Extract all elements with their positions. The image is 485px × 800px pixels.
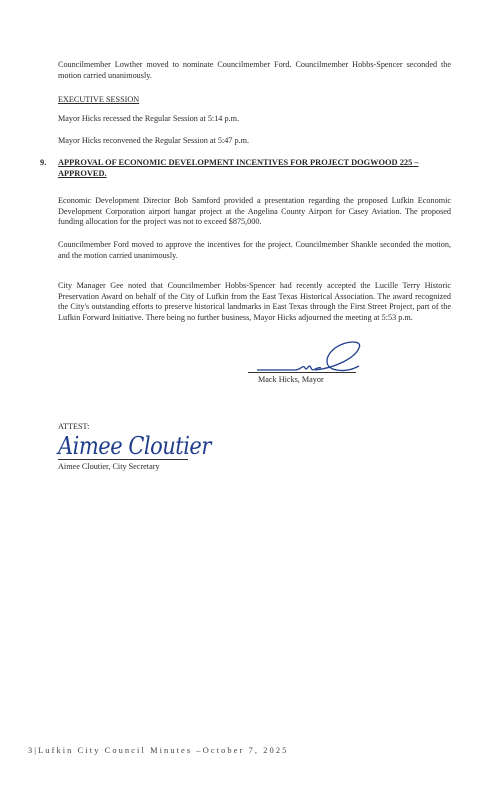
item-number: 9.	[40, 158, 47, 167]
mayor-signature-name: Mack Hicks, Mayor	[258, 375, 324, 384]
mayor-signature-line	[248, 372, 356, 373]
page-footer: 3|Lufkin City Council Minutes –October 7, 2025	[28, 746, 289, 755]
mayor-signature-graphic	[255, 338, 365, 380]
reconvene-paragraph: Mayor Hicks reconvened the Regular Session at 5:47 p.m.	[58, 136, 249, 145]
secretary-signature-graphic: Aimee Cloutier	[58, 432, 211, 460]
attest-label: ATTEST:	[58, 422, 90, 431]
executive-session-heading: EXECUTIVE SESSION	[58, 95, 140, 104]
item-title: APPROVAL OF ECONOMIC DEVELOPMENT INCENTIVES FOR PROJECT DOGWOOD 225 – APPROVED.	[58, 158, 419, 178]
secretary-signature-name: Aimee Cloutier, City Secretary	[58, 462, 160, 471]
secretary-signature-line	[58, 459, 188, 460]
presentation-paragraph: Economic Development Director Bob Samford provided a presentation regarding the proposed Lufkin Economic Development Corporation airport hangar project at the Angelina County Airport for Casey Aviation. The proposed funding allocation for the project was not to exceed $875,000.	[58, 196, 451, 226]
ford-motion-paragraph: Councilmember Ford moved to approve the incentives for the project. Councilmember Shankle seconded the motion, and the motion carried unanimously.	[58, 240, 451, 260]
motion-paragraph: Councilmember Lowther moved to nominate Councilmember Ford. Councilmember Hobbs-Spencer seconded the motion carried unanimously.	[58, 60, 451, 80]
recess-paragraph: Mayor Hicks recessed the Regular Session at 5:14 p.m.	[58, 114, 239, 123]
city-manager-paragraph: City Manager Gee noted that Councilmember Hobbs-Spencer had recently accepted the Lucille Terry Historic Preservation Award on behalf of the City of Lufkin from the East Texas Historical Association. The award recognized the City's outstanding efforts to preserve historical landmarks in East Texas through the First Street Project, part of the Lufkin Forward Initiative. There being no further business, Mayor Hicks adjourned the meeting at 5:53 p.m.	[58, 281, 451, 322]
